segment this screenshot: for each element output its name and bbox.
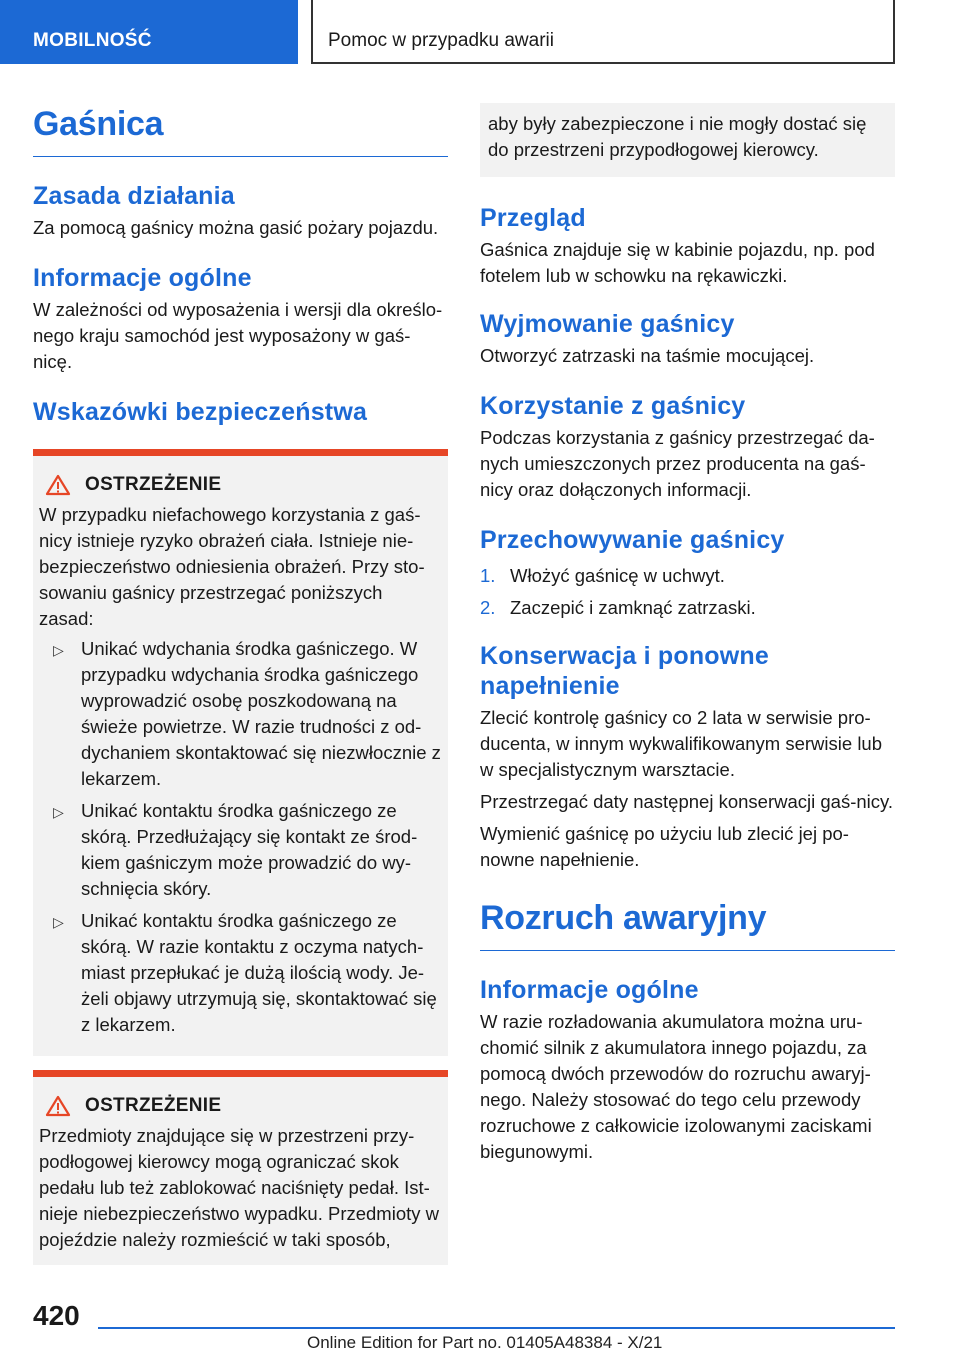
przeglad-text: Gaśnica znajduje się w kabinie pojazdu, np. pod fotelem lub w schowku na rękawiczki.	[480, 239, 875, 286]
left-column	[33, 95, 448, 1265]
bullet-text: Unikać wdychania środka gaśniczego. W przypadku wdychania środka gaśniczego wyprowadzić osobę poszkodowaną na świeże powietrze. W razie trudności z od-dychaniem skontaktować się niezwłocznie z lekarzem.	[81, 638, 441, 789]
konserwacja-p3: Wymienić gaśnicę po użyciu lub zlecić jej po-nowne napełnienie.	[480, 823, 849, 870]
bullet-triangle-icon: ▷	[53, 914, 64, 930]
rozruch-title: Rozruch awaryjny	[480, 899, 895, 951]
steps-list	[480, 563, 895, 621]
rozruch-info-text: W razie rozładowania akumulatora można uru-chomić silnik z akumulatora innego pojazdu, za pomocą dwóch przewodów do rozruchu awaryj-nego. Należy stosować do tego celu przewody rozruchowe z całkowicie izolowanymi zaciskami biegunowymi.	[480, 1011, 872, 1162]
bullet-text: Unikać kontaktu środka gaśniczego ze skórą. Przedłużający się kontakt ze środ-kiem gaśniczym może prowadzić do wy-schnięcia skóry.	[81, 800, 418, 899]
bullet-triangle-icon: ▷	[53, 642, 64, 658]
heading-konserwacja: Konserwacja i ponowne napełnienie	[480, 642, 769, 700]
warning-box-1	[33, 449, 448, 1056]
step-number: 2.	[480, 597, 496, 618]
heading-korzystanie: Korzystanie z gaśnicy	[480, 392, 746, 420]
heading-wyjmowanie: Wyjmowanie gaśnicy	[480, 310, 735, 338]
konserwacja-p1: Zlecić kontrolę gaśnicy co 2 lata w serwisie pro-ducenta, w innym wykwalifikowanym serwisie lub w specjalistycznym warsztacie.	[480, 707, 883, 780]
page-title: Gaśnica	[33, 105, 448, 157]
step-text: Włożyć gaśnicę w uchwyt.	[510, 565, 725, 586]
warning-title-2: OSTRZEŻENIE	[85, 1095, 222, 1116]
warning-text-1: W przypadku niefachowego korzystania z gaś-nicy istnieje ryzyko obrażeń ciała. Istnieje nie-bezpieczeństwo odniesienia obrażeń. Przy sto-sowaniu gaśnicy przestrzegać poniższych zasad:	[39, 504, 425, 629]
section-tab: MOBILNOŚĆ	[0, 0, 298, 64]
warning-text-2: Przedmioty znajdujące się w przestrzeni przy-podłogowej kierowcy mogą ograniczać skok pedału lub też zablokować naciśnięty pedał. Ist-nieje niebezpieczeństwo wypadku. Przedmioty w pojeździe należy rozmieścić w taki sposób,	[39, 1125, 440, 1250]
step-number: 1.	[480, 565, 496, 586]
list-item	[39, 798, 442, 902]
list-item	[39, 636, 442, 792]
list-item	[480, 563, 895, 589]
heading-przeglad: Przegląd	[480, 204, 586, 232]
bullet-text: Unikać kontaktu środka gaśniczego ze skórą. W razie kontaktu z oczyma natych-miast przepłukać je dużą ilością wody. Je-żeli objawy utrzymują się, skontaktować się z lekarzem.	[81, 910, 437, 1035]
heading-info: Informacje ogólne	[33, 264, 252, 292]
heading-przechowywanie: Przechowywanie gaśnicy	[480, 526, 785, 554]
footer-divider	[98, 1327, 895, 1329]
warning-triangle-icon	[45, 474, 71, 496]
info-text: W zależności od wyposażenia i wersji dla określo-nego kraju samochód jest wyposażony w gaś-nicę.	[33, 299, 443, 372]
korzystanie-text: Podczas korzystania z gaśnicy przestrzegać da-nych umieszczonych przez producenta na gaś-nicy oraz dołączonych informacji.	[480, 427, 875, 500]
zasada-text: Za pomocą gaśnicy można gasić pożary pojazdu.	[33, 217, 439, 238]
warning-triangle-icon	[45, 1095, 71, 1117]
list-item	[480, 595, 895, 621]
warning-header-2	[39, 1095, 442, 1117]
page-number: 420	[33, 1300, 80, 1331]
warning-box-2	[33, 1070, 448, 1265]
konserwacja-p2: Przestrzegać daty następnej konserwacji gaś-nicy.	[480, 791, 894, 812]
step-text: Zaczepić i zamknąć zatrzaski.	[510, 597, 756, 618]
bullet-triangle-icon: ▷	[53, 804, 64, 820]
warning-title-1: OSTRZEŻENIE	[85, 474, 222, 495]
warning-bullets	[39, 636, 442, 1038]
heading-rozruch-info: Informacje ogólne	[480, 976, 699, 1004]
warning-continuation-text: aby były zabezpieczone i nie mogły dostać się do przestrzeni przypodłogowej kierowcy.	[488, 113, 867, 160]
topic-header: Pomoc w przypadku awarii	[311, 0, 895, 64]
footer-edition: Online Edition for Part no. 01405A48384 - X/21	[307, 1333, 663, 1352]
wyjmowanie-text: Otworzyć zatrzaski na taśmie mocującej.	[480, 345, 815, 366]
warning-header-1	[39, 474, 442, 496]
warning-continuation	[480, 103, 895, 177]
heading-zasada: Zasada działania	[33, 182, 235, 210]
right-column	[480, 103, 895, 1165]
heading-safety: Wskazówki bezpieczeństwa	[33, 398, 368, 426]
list-item	[39, 908, 442, 1038]
